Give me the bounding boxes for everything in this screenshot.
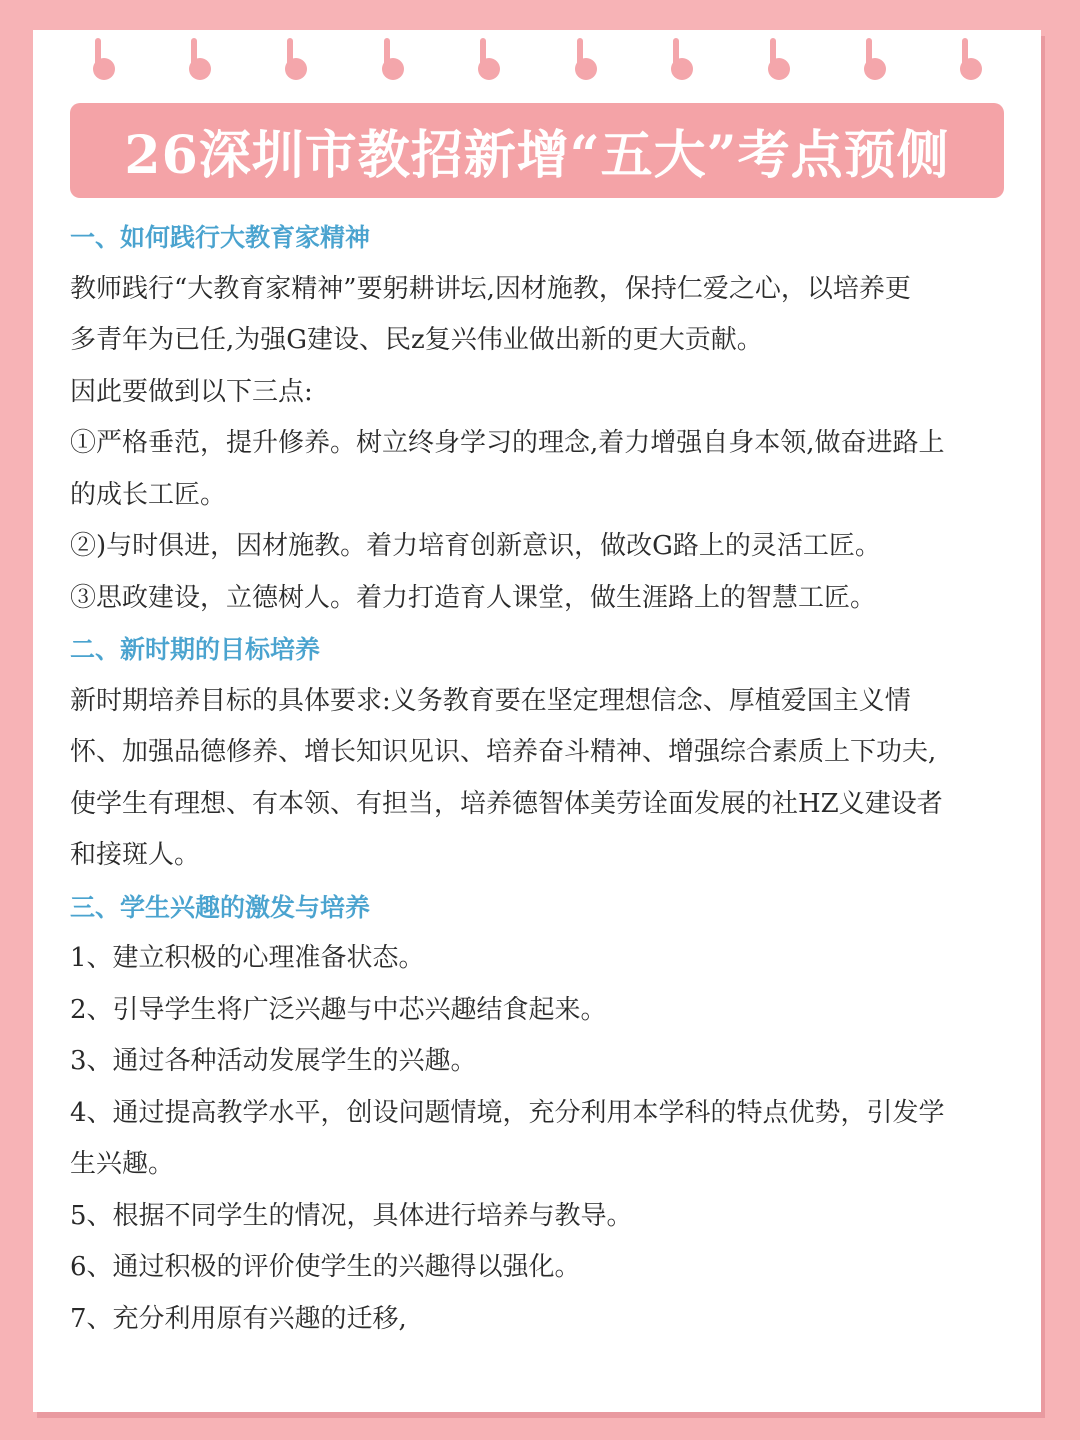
list-item: ③思政建设，立德树人。着力打造育人课堂，做生涯路上的智慧工匠。 [70,582,877,613]
paragraph-line: 教师践行“大教育家精神”要躬耕讲坛,因材施教，保持仁爱之心，以培养更 [70,273,911,304]
paragraph-line: 新时期培养目标的具体要求:义务教育要在坚定理想信念、厚植爱国主义情 [70,685,911,716]
binder-ring-icon [478,38,500,96]
paragraph-line: 和接斑人。 [70,840,201,870]
paragraph-line: 使学生有理想、有本领、有担当，培养德智体美劳诠面发展的社HZ义建设者 [70,788,943,819]
list-item: 1、建立积极的心理准备状态。 [70,943,425,973]
title-banner [70,103,1004,198]
section-heading-2: 二、新时期的目标培养 [70,635,321,664]
binder-ring-icon [285,38,307,96]
article-body [70,212,970,1345]
section-heading-1: 一、如何践行大教育家精神 [70,223,371,252]
binder-ring-icon [189,38,211,96]
list-item: 5、根据不同学生的情况，具体进行培养与教导。 [70,1200,633,1231]
paragraph-line: 多青年为已任,为强G建设、民z复兴伟业做出新的更大贡献。 [70,325,763,355]
list-item: 2、引导学生将广泛兴趣与中芯兴趣结食起来。 [70,994,607,1025]
binder-ring-icon [93,38,115,96]
section-heading-3: 三、学生兴趣的激发与培养 [70,892,371,922]
binder-ring-icon [575,38,597,96]
binder-ring-icon [382,38,404,96]
list-item: ①严格垂范，提升修养。树立终身学习的理念,着力增强自身本领,做奋进路上 [70,428,945,458]
list-item: 4、通过提高教学水平，创设问题情境，充分利用本学科的特点优势，引发学 [70,1097,945,1128]
list-item: 的成长工匠。 [70,479,227,510]
paragraph-line: 因此要做到以下三点: [70,376,313,407]
binder-ring-icon [960,38,982,96]
paragraph-line: 怀、加强品德修养、增长知识见识、培养奋斗精神、增强综合素质上下功夫, [70,737,937,767]
page-title: 26深圳市教招新增“五大”考点预侧 [124,125,950,186]
binder-ring-icon [671,38,693,96]
list-item: 6、通过积极的评价使学生的兴趣得以强化。 [70,1252,581,1282]
binder-rings [33,30,1041,110]
list-item: 生兴趣。 [70,1149,175,1179]
list-item: 3、通过各种活动发展学生的兴趣。 [70,1046,477,1076]
list-item: ②)与时俱进，因材施教。着力培育创新意识，做改G路上的灵活工匠。 [70,531,881,561]
binder-ring-icon [864,38,886,96]
binder-ring-icon [768,38,790,96]
list-item: 7、充分利用原有兴趣的迁移, [70,1303,407,1334]
